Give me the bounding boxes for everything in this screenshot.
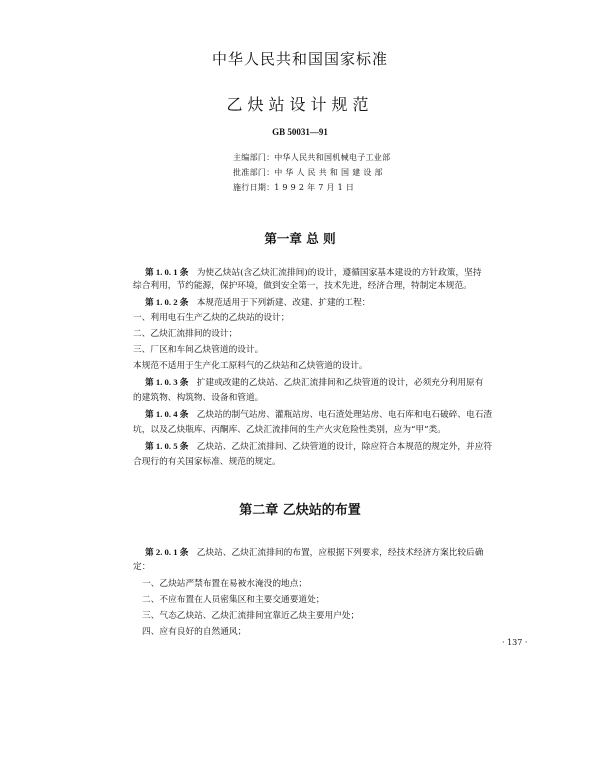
clause-2-0-1-line-1 <box>145 546 483 560</box>
clause-1-0-1-line-2: 综合利用，节约能源，保护环境，做到安全第一，技术先进，经济合理，特制定本规范。 <box>133 281 472 291</box>
clause-1-0-2-item-3: 三、厂区和车间乙炔管道的设计。 <box>133 345 264 355</box>
chapter-1-heading: 第一章 总 则 <box>264 231 336 246</box>
clause-text: 乙炔站、乙炔汇流排间、乙炔管道的设计，除应符合本规范的规定外，并应符 <box>196 442 493 452</box>
clause-1-0-2-item-1: 一、利用电石生产乙炔的乙炔站的设计； <box>133 313 290 323</box>
clause-number: 第 1. 0. 5 条 <box>145 441 189 451</box>
meta-label: 批准部门 <box>233 168 267 177</box>
meta-approver-row <box>233 167 383 178</box>
clause-number: 第 2. 0. 1 条 <box>145 547 189 557</box>
clause-1-0-5-line-2: 合现行的有关国家标准、规范的规定。 <box>133 457 281 467</box>
meta-effective-date-row <box>233 182 354 193</box>
clause-2-0-1-item-2: 二、不应布置在人员密集区和主要交通要道处； <box>142 595 325 605</box>
clause-1-0-2-line-1 <box>145 296 370 310</box>
document-title: 乙炔站设计规范 <box>226 95 374 114</box>
chapter-2-heading: 第二章 乙炔站的布置 <box>239 503 361 518</box>
meta-value: 1 9 9 2 年 7 月 1 日 <box>274 183 355 192</box>
clause-1-0-4-line-1 <box>145 408 492 422</box>
clause-text: 乙炔站的制气站房、灌瓶站房、电石渣处理站房、电石库和电石破碎、电石渣 <box>196 410 493 420</box>
clause-number: 第 1. 0. 1 条 <box>145 267 189 277</box>
clause-number: 第 1. 0. 3 条 <box>145 377 189 387</box>
standard-code: GB 50031—91 <box>272 127 328 137</box>
clause-text: 扩建或改建的乙炔站、乙炔汇流排间和乙炔管道的设计，必须充分利用原有 <box>196 378 484 388</box>
meta-separator: ： <box>266 153 275 162</box>
clause-1-0-1-line-1 <box>145 266 482 280</box>
meta-separator: ： <box>266 168 275 177</box>
meta-label: 施行日期 <box>233 183 267 192</box>
clause-1-0-4-line-2: 坑，以及乙炔瓶库、丙酮库、乙炔汇流排间的生产火灾危险性类别，应为“甲”类。 <box>133 425 446 435</box>
meta-value: 中 华 人 民 共 和 国 建 设 部 <box>274 168 383 177</box>
clause-number: 第 1. 0. 2 条 <box>145 297 189 307</box>
clause-2-0-1-item-3: 三、气态乙炔站、乙炔汇流排间宜靠近乙炔主要用户处； <box>142 611 360 621</box>
clause-2-0-1-item-4: 四、应有良好的自然通风； <box>142 627 247 637</box>
clause-text: 本规范适用于下列新建、改建、扩建的工程： <box>196 298 371 308</box>
clause-2-0-1-item-1: 一、乙炔站严禁布置在易被水淹没的地点； <box>142 579 308 589</box>
clause-1-0-3-line-1 <box>145 376 483 390</box>
clause-1-0-5-line-1 <box>145 440 492 454</box>
page-number: · 137 · <box>502 638 528 647</box>
meta-editor-row <box>233 152 390 163</box>
clause-1-0-3-line-2: 的建筑物、构筑物、设备和管道。 <box>133 393 264 403</box>
clause-1-0-2-item-2: 二、乙炔汇流排间的设计； <box>133 329 238 339</box>
clause-2-0-1-line-2: 定： <box>133 562 151 572</box>
clause-text: 乙炔站、乙炔汇流排间的布置，应根据下列要求，经技术经济方案比较后确 <box>196 548 484 558</box>
standard-heading: 中华人民共和国国家标准 <box>211 50 388 68</box>
meta-value: 中华人民共和国机械电子工业部 <box>274 153 391 162</box>
clause-1-0-2-note: 本规范不适用于生产化工原料气的乙炔站和乙炔管道的设计。 <box>133 361 368 371</box>
meta-label: 主编部门 <box>233 153 267 162</box>
clause-text: 为使乙炔站(含乙炔汇流排间)的设计，遵循国家基本建设的方针政策，坚持 <box>196 268 482 278</box>
meta-separator: ： <box>266 183 275 192</box>
clause-number: 第 1. 0. 4 条 <box>145 409 189 419</box>
